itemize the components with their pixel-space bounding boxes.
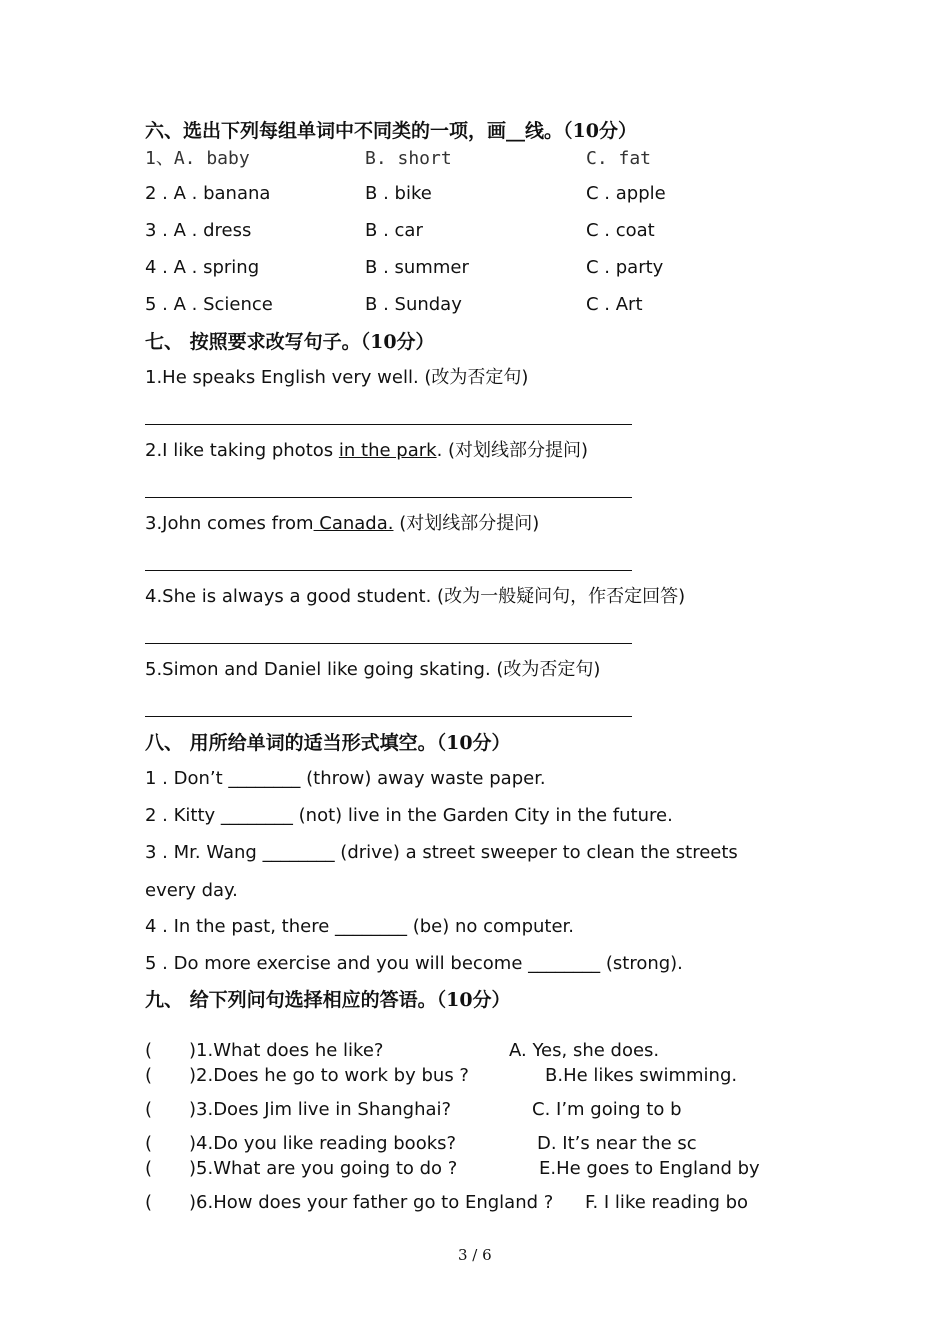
q3-underlined: Canada. bbox=[313, 513, 394, 534]
s6-row4-c: C . party bbox=[586, 257, 664, 278]
s9-answer: A. Yes, she does. bbox=[509, 1040, 660, 1061]
s9-question: )5.What are you going to do ? bbox=[189, 1158, 458, 1179]
q2-underlined: in the park bbox=[338, 440, 437, 461]
section-6-title: 六、选出下列每组单词中不同类的一项，画__线。（10分） bbox=[145, 120, 637, 142]
s9-paren: ( bbox=[145, 1065, 153, 1086]
s9-answer: E.He goes to England by bbox=[539, 1158, 760, 1179]
s6-row1-c: C. fat bbox=[586, 148, 652, 169]
s7-q2 bbox=[145, 440, 588, 462]
s9-paren: ( bbox=[145, 1040, 153, 1061]
answer-line bbox=[145, 424, 632, 425]
s6-row2-b: B . bike bbox=[365, 183, 432, 204]
s9-paren: ( bbox=[145, 1133, 153, 1154]
answer-line bbox=[145, 643, 632, 644]
s6-row4-b: B . summer bbox=[365, 257, 469, 278]
s9-question: )6.How does your father go to England ? bbox=[189, 1192, 554, 1213]
q3-instruction: (对划线部分提问) bbox=[393, 513, 540, 534]
s9-paren: ( bbox=[145, 1099, 153, 1120]
answer-line bbox=[145, 570, 632, 571]
section-7-title: 七、 按照要求改写句子。（10分） bbox=[145, 331, 435, 353]
q2-text: 2.I like taking photos bbox=[145, 440, 339, 461]
q2-instruction: . (对划线部分提问) bbox=[436, 440, 589, 461]
s8-line: 3 . Mr. Wang ________ (drive) a street sweeper to clean the streets bbox=[145, 842, 738, 863]
s7-q5: 5.Simon and Daniel like going skating. (改为否定句) bbox=[145, 659, 601, 680]
s7-q1: 1.He speaks English very well. (改为否定句) bbox=[145, 367, 529, 388]
s9-question: )1.What does he like? bbox=[189, 1040, 384, 1061]
s9-paren: ( bbox=[145, 1158, 153, 1179]
s6-row5-b: B . Sunday bbox=[365, 294, 462, 315]
section-9-title: 九、 给下列问句选择相应的答语。（10分） bbox=[145, 989, 511, 1011]
s6-row3-a: 3 . A . dress bbox=[145, 220, 252, 241]
s8-line: 2 . Kitty ________ (not) live in the Garden City in the future. bbox=[145, 805, 673, 826]
s6-row3-c: C . coat bbox=[586, 220, 655, 241]
answer-line bbox=[145, 497, 632, 498]
s6-row2-c: C . apple bbox=[586, 183, 666, 204]
s9-question: )2.Does he go to work by bus ? bbox=[189, 1065, 469, 1086]
s6-row4-a: 4 . A . spring bbox=[145, 257, 260, 278]
s9-question: )4.Do you like reading books? bbox=[189, 1133, 457, 1154]
s6-row1-b: B. short bbox=[365, 148, 452, 169]
s9-answer: D. It’s near the sc bbox=[537, 1133, 697, 1154]
page-number: 3 / 6 bbox=[458, 1246, 492, 1264]
s7-q3 bbox=[145, 513, 539, 535]
s6-row5-c: C . Art bbox=[586, 294, 643, 315]
s8-line: 4 . In the past, there ________ (be) no computer. bbox=[145, 916, 575, 937]
s7-q4: 4.She is always a good student. (改为一般疑问句，作否定回答) bbox=[145, 586, 686, 607]
s8-line: 5 . Do more exercise and you will become ________ (strong). bbox=[145, 953, 683, 974]
s8-line: every day. bbox=[145, 880, 238, 901]
s6-row2-a: 2 . A . banana bbox=[145, 183, 271, 204]
section-8-title: 八、 用所给单词的适当形式填空。（10分） bbox=[145, 732, 511, 754]
q3-text: 3.John comes from bbox=[145, 513, 314, 534]
s9-answer: F. I like reading bo bbox=[585, 1192, 749, 1213]
s8-line: 1 . Don’t ________ (throw) away waste paper. bbox=[145, 768, 546, 789]
answer-line bbox=[145, 716, 632, 717]
s9-question: )3.Does Jim live in Shanghai? bbox=[189, 1099, 452, 1120]
s9-answer: B.He likes swimming. bbox=[545, 1065, 738, 1086]
s9-paren: ( bbox=[145, 1192, 153, 1213]
s6-row5-a: 5 . A . Science bbox=[145, 294, 273, 315]
s9-answer: C. I’m going to b bbox=[532, 1099, 682, 1120]
s6-row3-b: B . car bbox=[365, 220, 423, 241]
s6-row1-a: 1、A. baby bbox=[145, 148, 250, 169]
